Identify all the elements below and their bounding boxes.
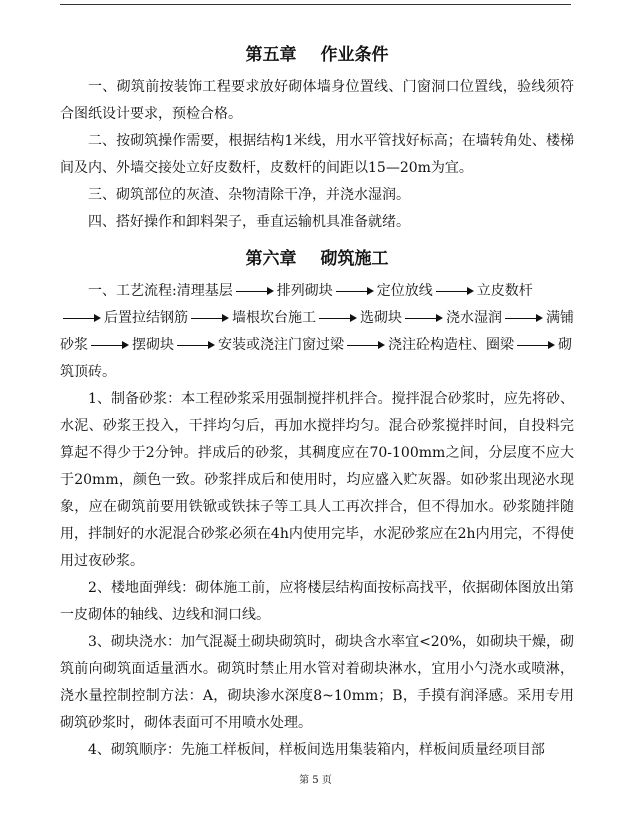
flow-step: 砌筑顶砖。 [60, 337, 572, 380]
flow-arrow-icon [319, 313, 357, 323]
chapter5-item-4: 四、搭好操作和卸料架子，垂直运输机具准备就绪。 [88, 214, 410, 230]
flow-step: 摆砌块 [132, 337, 174, 353]
flow-arrow-icon [405, 313, 443, 323]
chapter5-number: 第五章 [245, 45, 297, 65]
flow-step: 立皮数杆 [476, 283, 533, 299]
flow-step: 清理基层 [176, 283, 233, 299]
flow-step: 后置拉结钢筋 [104, 310, 188, 326]
flow-arrow-icon [505, 313, 543, 323]
chapter5-item-2: 二、按砌筑操作需要，根据结构1米线，用水平管找好标高；在墙转角处、楼梯间及内、外墙交接处立好皮数杆，皮数杆的间距以15—20m为宜。 [60, 133, 574, 176]
page-number: 第 5 页 [299, 775, 332, 786]
flow-arrow-icon [91, 340, 129, 350]
flow-arrow-icon [436, 286, 474, 296]
flow-step: 排列砌块 [276, 283, 333, 299]
flow-step: 满铺砂浆 [60, 310, 574, 353]
flow-arrow-icon [191, 313, 229, 323]
chapter6-number: 第六章 [245, 249, 297, 269]
chapter5-item-1: 一、砌筑前按装饰工程要求放好砌体墙身位置线、门窗洞口位置线，验线须符合图纸设计要求，预检合格。 [60, 79, 574, 122]
flow-arrow-icon [336, 286, 374, 296]
document-page [60, 42, 574, 764]
chapter6-paragraph-4: 4、砌筑顺序：先施工样板间，样板间选用集装箱内，样板间质量经项目部 [88, 742, 545, 758]
flow-step: 墙根坎台施工 [232, 310, 316, 326]
flow-step: 定位放线 [376, 283, 433, 299]
flow-arrow-icon [63, 313, 101, 323]
flow-arrow-icon [236, 286, 274, 296]
header-rule [60, 4, 571, 5]
flow-arrow-icon [347, 340, 385, 350]
chapter5-item-3: 三、砌筑部位的灰渣、杂物清除干净，并浇水湿润。 [88, 187, 410, 203]
chapter6-title: 砌筑施工 [320, 249, 389, 269]
chapter5-title: 作业条件 [320, 45, 389, 65]
chapter6-paragraph-1: 1、制备砂浆：本工程砂浆采用强制搅拌机拌合。搅拌混合砂浆时，应先将砂、水泥、砂浆王投入，干拌均匀后，再加水搅拌均匀。混合砂浆搅拌时间，自投料完算起不得少于2分钟。拌成后的砂浆，其稠度应在70-100mm之间，分层度不应大于20mm，颜色一致。砂浆拌成后和使用时，均应盛入贮灰器。如砂浆出现泌水现象，应在砌筑前要用铁锨或铁抹子等工具人工再次拌合，但不得加水。砂浆随拌随用，拌制好的水泥混合砂浆必须在4h内使用完毕，水泥砂浆应在2h内用完，不得使用过夜砂浆。 [60, 391, 574, 569]
chapter6-paragraph-2: 2、楼地面弹线：砌体施工前，应将楼层结构面按标高找平，依据砌体图放出第一皮砌体的轴线、边线和洞口线。 [60, 580, 574, 623]
process-flow-prefix: 一、工艺流程: [88, 283, 177, 299]
chapter6-heading [60, 246, 574, 272]
chapter5-heading [60, 42, 574, 68]
flow-arrow-icon [177, 340, 215, 350]
flow-step: 选砌块 [360, 310, 402, 326]
flow-step: 浇注砼构造柱、圈梁 [388, 337, 514, 353]
flow-step: 安装或浇注门窗过梁 [218, 337, 344, 353]
chapter6-paragraph-3: 3、砌块浇水：加气混凝土砌块砌筑时，砌块含水率宜<20%，如砌块干燥，砌筑前向砌筑面适量洒水。砌筑时禁止用水管对着砌块淋水，宜用小勺浇水或喷淋，浇水量控制控制方法：A，砌块渗水深度8~10mm；B，手摸有润泽感。采用专用砌筑砂浆时，砌体表面可不用喷水处理。 [60, 634, 574, 731]
flow-arrow-icon [517, 340, 555, 350]
flow-step: 浇水湿润 [446, 310, 502, 326]
process-flow [60, 278, 574, 386]
